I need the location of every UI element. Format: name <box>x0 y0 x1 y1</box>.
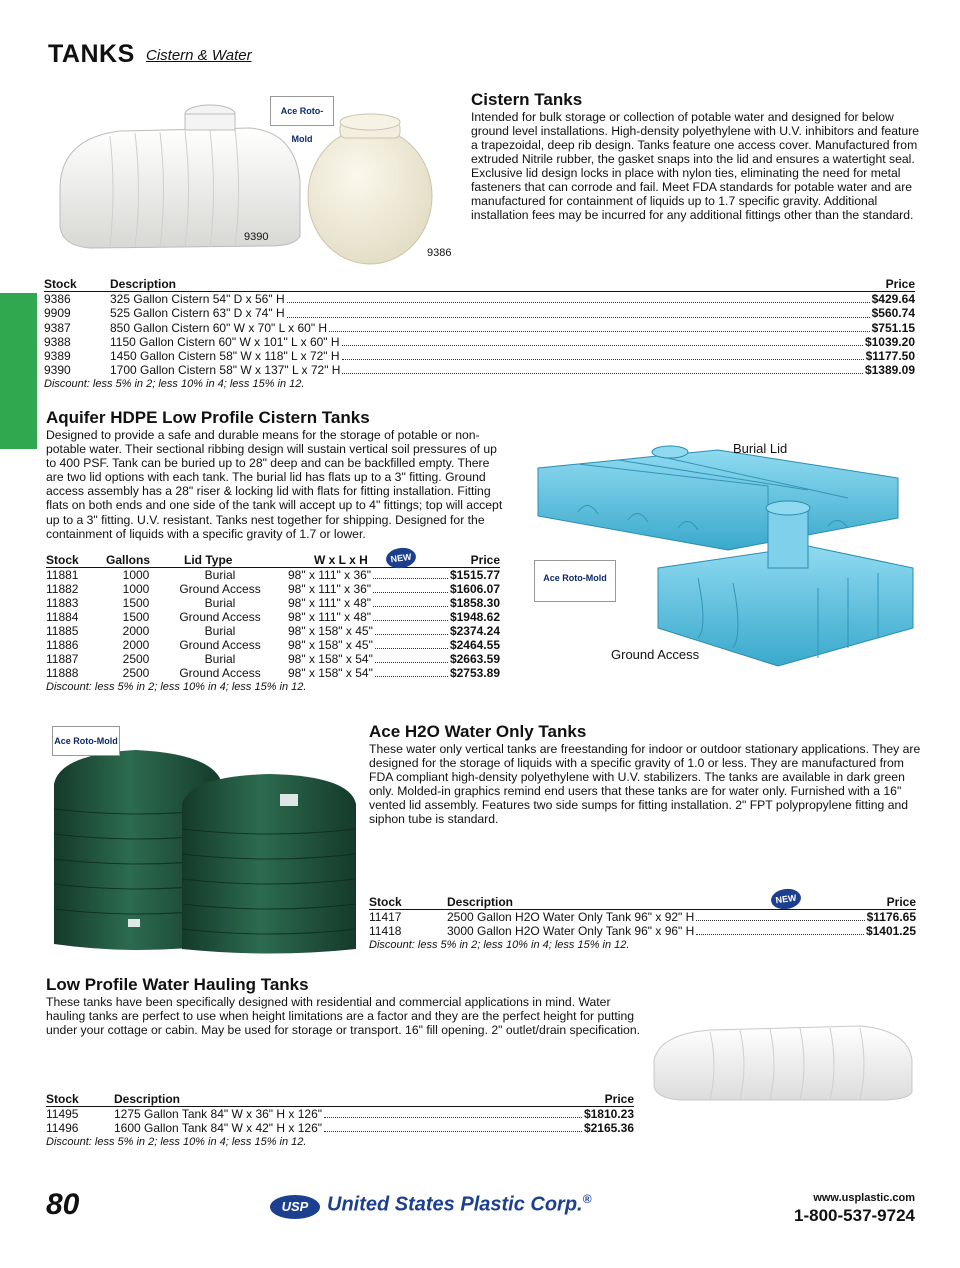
stock-number: 11884 <box>46 610 79 624</box>
item-price: $2374.24 <box>449 624 500 638</box>
column-header-description: Description <box>114 1092 181 1106</box>
section-heading: Low Profile Water Hauling Tanks <box>46 975 309 994</box>
stock-number: 9909 <box>44 306 71 321</box>
section-tab <box>0 293 37 449</box>
item-price: $1039.20 <box>864 334 915 349</box>
aquifer-price-table <box>46 553 500 694</box>
aquifer-tanks-image <box>518 438 918 670</box>
lid-type: Ground Access <box>179 666 261 680</box>
stock-number: 11881 <box>46 568 79 582</box>
new-badge: NEW <box>385 546 417 570</box>
table-row <box>46 1121 634 1135</box>
stock-number: 11418 <box>369 924 402 938</box>
column-header-stock: Stock <box>46 553 79 567</box>
table-row <box>46 624 500 638</box>
section-description: Intended for bulk storage or collection of potable water and designed for below ground level installations. High-density polyethylene with U.V. inhibitors and feature a trapezoidal, deep rib design. Tanks feature one access cover. Manufactured from extruded Nitrile rubber, the gasket snaps into the lid and ensures a watertight seal. Exclusive lid design locks in place with nylon ties, eliminating the need for metal fasteners that can corrode and fail. Meet FDA standards for potable water and are manufactured for containment of liquids up to 1.7 specific gravity. Additional installation fees may be incurred for any additional fittings other than the standard. <box>471 110 920 222</box>
dot-leader <box>696 920 864 921</box>
column-header-dimensions: W x L x H <box>314 553 368 567</box>
item-description: 2500 Gallon H2O Water Only Tank 96" x 92" H <box>447 910 695 924</box>
page-number: 80 <box>46 1188 80 1221</box>
column-header-price: Price <box>886 895 916 909</box>
dimensions: 98" x 158" x 45" <box>288 624 373 638</box>
stock-number: 9390 <box>44 363 71 378</box>
ground-access-label: Ground Access <box>611 647 700 662</box>
item-price: $1177.50 <box>865 349 915 364</box>
dimensions: 98" x 111" x 48" <box>288 596 372 610</box>
stock-number: 9389 <box>44 349 71 364</box>
discount-note: Discount: less 5% in 2; less 10% in 4; less 15% in 12. <box>46 1136 307 1148</box>
item-price: $2165.36 <box>583 1121 634 1135</box>
discount-note: Discount: less 5% in 2; less 10% in 4; less 15% in 12. <box>369 939 630 951</box>
dimensions: 98" x 111" x 36" <box>288 582 372 596</box>
lid-type: Burial <box>204 624 236 638</box>
stock-number: 11495 <box>46 1107 79 1121</box>
column-header-price: Price <box>885 277 915 291</box>
item-price: $1401.25 <box>865 924 916 938</box>
h2o-tanks-image <box>50 724 360 956</box>
phone-number: 1-800-537-9724 <box>794 1206 915 1225</box>
dot-leader <box>373 620 448 621</box>
table-header <box>46 1092 634 1107</box>
item-price: $1606.07 <box>449 582 500 596</box>
dot-leader <box>375 676 448 677</box>
hauling-tank-image <box>650 1020 916 1102</box>
item-price: $560.74 <box>871 306 915 321</box>
aquifer-section <box>46 408 506 541</box>
item-description: 1275 Gallon Tank 84" W x 36" H x 126" <box>114 1107 323 1121</box>
dimensions: 98" x 111" x 48" <box>288 610 372 624</box>
table-header <box>46 553 500 568</box>
item-description: 850 Gallon Cistern 60" W x 70" L x 60" H <box>110 320 328 335</box>
new-badge: NEW <box>770 887 802 911</box>
registered-mark: ® <box>582 1192 592 1206</box>
dimensions: 98" x 111" x 36" <box>288 568 372 582</box>
gallons: 2000 <box>122 638 150 652</box>
discount-note: Discount: less 5% in 2; less 10% in 4; less 15% in 12. <box>46 681 307 693</box>
dot-leader <box>373 592 448 593</box>
table-row <box>46 610 500 624</box>
table-row <box>44 321 915 335</box>
usp-logo: USP <box>270 1195 320 1219</box>
company-name-text: United States Plastic Corp. <box>327 1193 583 1216</box>
page-title: TANKS <box>48 40 135 68</box>
item-price: $1948.62 <box>449 610 500 624</box>
stock-number: 11417 <box>369 910 402 924</box>
dot-leader <box>375 634 448 635</box>
dot-leader <box>696 934 864 935</box>
stock-number: 11887 <box>46 652 79 666</box>
section-description: These tanks have been specifically designed with residential and commercial applications in mind. Water hauling tanks are perfect to use when height limitations are a factor and they are the perfect height for putting under your cottage or cabin. May be used for storage or transport. 16" fill opening. 2" outlet/drain specification. <box>46 995 640 1037</box>
h2o-price-table <box>369 892 916 952</box>
table-row <box>44 349 915 363</box>
lid-type: Burial <box>204 652 236 666</box>
table-row <box>46 582 500 596</box>
item-price: $1858.30 <box>449 596 500 610</box>
lid-type: Ground Access <box>179 582 261 596</box>
stock-number: 11883 <box>46 596 79 610</box>
table-row <box>46 568 500 582</box>
item-price: $1515.77 <box>449 568 500 582</box>
table-row <box>44 292 915 306</box>
ace-roto-mold-logo: Ace Roto-Mold <box>534 560 616 602</box>
column-header-stock: Stock <box>369 895 402 909</box>
gallons: 2000 <box>122 624 150 638</box>
ace-roto-mold-logo: Ace Roto-Mold <box>270 96 334 126</box>
dot-leader <box>324 1117 582 1118</box>
table-row <box>46 596 500 610</box>
column-header-price: Price <box>604 1092 634 1106</box>
table-row <box>46 652 500 666</box>
table-row <box>46 666 500 680</box>
gallons: 1000 <box>122 582 150 596</box>
stock-number: 11888 <box>46 666 79 680</box>
dot-leader <box>287 302 870 303</box>
item-description: 1150 Gallon Cistern 60" W x 101" L x 60" H <box>110 334 340 349</box>
item-price: $1810.23 <box>583 1107 634 1121</box>
gallons: 1000 <box>122 568 150 582</box>
item-description: 525 Gallon Cistern 63" D x 74" H <box>110 306 285 321</box>
cistern-section <box>471 90 921 222</box>
dimensions: 98" x 158" x 45" <box>288 638 373 652</box>
table-row <box>369 910 916 924</box>
table-row <box>44 306 915 320</box>
discount-note: Discount: less 5% in 2; less 10% in 4; less 15% in 12. <box>44 378 305 391</box>
item-price: $1176.65 <box>866 910 916 924</box>
cistern-price-table <box>44 277 915 392</box>
company-name <box>327 1192 591 1217</box>
table-row <box>46 638 500 652</box>
item-price: $1389.09 <box>864 363 915 378</box>
dot-leader <box>329 331 870 332</box>
dot-leader <box>375 648 448 649</box>
item-description: 3000 Gallon H2O Water Only Tank 96" x 96" H <box>447 924 695 938</box>
item-description: 1450 Gallon Cistern 58" W x 118" L x 72" H <box>110 349 340 364</box>
h2o-section <box>369 722 921 826</box>
table-row <box>44 335 915 349</box>
image-label-9390: 9390 <box>244 231 269 243</box>
section-heading: Cistern Tanks <box>471 90 583 109</box>
stock-number: 9386 <box>44 292 71 307</box>
table-row <box>44 363 915 377</box>
gallons: 2500 <box>122 666 150 680</box>
section-description: Designed to provide a safe and durable means for the storage of potable or non-potable water. Their sectional ribbing design will sustain vertical soil pressures of up to 400 PSF. Tank can be buried up to 28" deep and can be backfilled empty. There are two lid options with each tank. The burial lid has flats up to a 3" fitting. Ground access assembly has a 28" riser & locking lid with flats for fitting installation. Fitting flats on both ends and one side of the tank will accept up to 4" fittings; top will accept up to a 3" fitting. U.V. resistant. Tanks nest together for shipping. Designed for the containment of liquids with a specific gravity of 1.7 or lower. <box>46 428 503 541</box>
section-heading: Aquifer HDPE Low Profile Cistern Tanks <box>46 408 370 427</box>
table-row <box>369 924 916 938</box>
item-price: $2464.55 <box>449 638 500 652</box>
lid-type: Ground Access <box>179 638 261 652</box>
lid-type: Burial <box>204 596 236 610</box>
stock-number: 11886 <box>46 638 79 652</box>
column-header-lid-type: Lid Type <box>184 553 233 567</box>
item-price: $2663.59 <box>449 652 500 666</box>
hauling-price-table <box>46 1092 634 1149</box>
table-header <box>44 277 915 292</box>
item-price: $429.64 <box>871 292 915 307</box>
item-description: 1700 Gallon Cistern 58" W x 137" L x 72" H <box>110 363 341 378</box>
item-price: $751.15 <box>871 320 915 335</box>
item-price: $2753.89 <box>449 666 500 680</box>
column-header-description: Description <box>110 277 177 291</box>
gallons: 1500 <box>122 610 150 624</box>
column-header-price: Price <box>470 553 500 567</box>
dimensions: 98" x 158" x 54" <box>288 666 373 680</box>
image-label-9386: 9386 <box>427 247 452 259</box>
item-description: 325 Gallon Cistern 54" D x 56" H <box>110 292 285 307</box>
burial-lid-label: Burial Lid <box>733 441 788 456</box>
gallons: 2500 <box>122 652 150 666</box>
table-header <box>369 892 916 910</box>
section-description: These water only vertical tanks are freestanding for indoor or outdoor stationary applications. They are designed for the storage of liquids with a specific gravity of 1.0 or less. They are manufactured from FDA compliant high-density polyethylene with U.V. stabilizers. The tanks are available in dark green only. Molded-in graphics remind end users that these tanks are for water only. Furnished with a 16" vented lid assembly. Features two side sumps for fitting installation. 2" FPT polypropylene fitting and siphon tube is standard. <box>369 742 921 826</box>
section-heading: Ace H2O Water Only Tanks <box>369 722 587 741</box>
stock-number: 11882 <box>46 582 79 596</box>
item-description: 1600 Gallon Tank 84" W x 42" H x 126" <box>114 1121 323 1135</box>
table-row <box>46 1107 634 1121</box>
stock-number: 9387 <box>44 320 71 335</box>
dot-leader <box>324 1131 582 1132</box>
dot-leader <box>342 359 864 360</box>
stock-number: 9388 <box>44 334 71 349</box>
dot-leader <box>375 662 448 663</box>
dimensions: 98" x 158" x 54" <box>288 652 373 666</box>
gallons: 1500 <box>122 596 150 610</box>
column-header-description: Description <box>447 895 514 909</box>
hauling-section <box>46 975 646 1037</box>
website-link[interactable]: www.usplastic.com <box>813 1192 915 1204</box>
lid-type: Burial <box>204 568 236 582</box>
dot-leader <box>342 373 862 374</box>
stock-number: 11885 <box>46 624 79 638</box>
dot-leader <box>373 578 448 579</box>
dot-leader <box>342 345 863 346</box>
column-header-stock: Stock <box>44 277 77 291</box>
dot-leader <box>373 606 448 607</box>
page-subtitle: Cistern & Water <box>146 47 252 64</box>
column-header-stock: Stock <box>46 1092 79 1106</box>
dot-leader <box>287 317 870 318</box>
stock-number: 11496 <box>46 1121 79 1135</box>
lid-type: Ground Access <box>179 610 261 624</box>
ace-roto-mold-logo: Ace Roto-Mold <box>52 726 120 756</box>
column-header-gallons: Gallons <box>106 553 151 567</box>
